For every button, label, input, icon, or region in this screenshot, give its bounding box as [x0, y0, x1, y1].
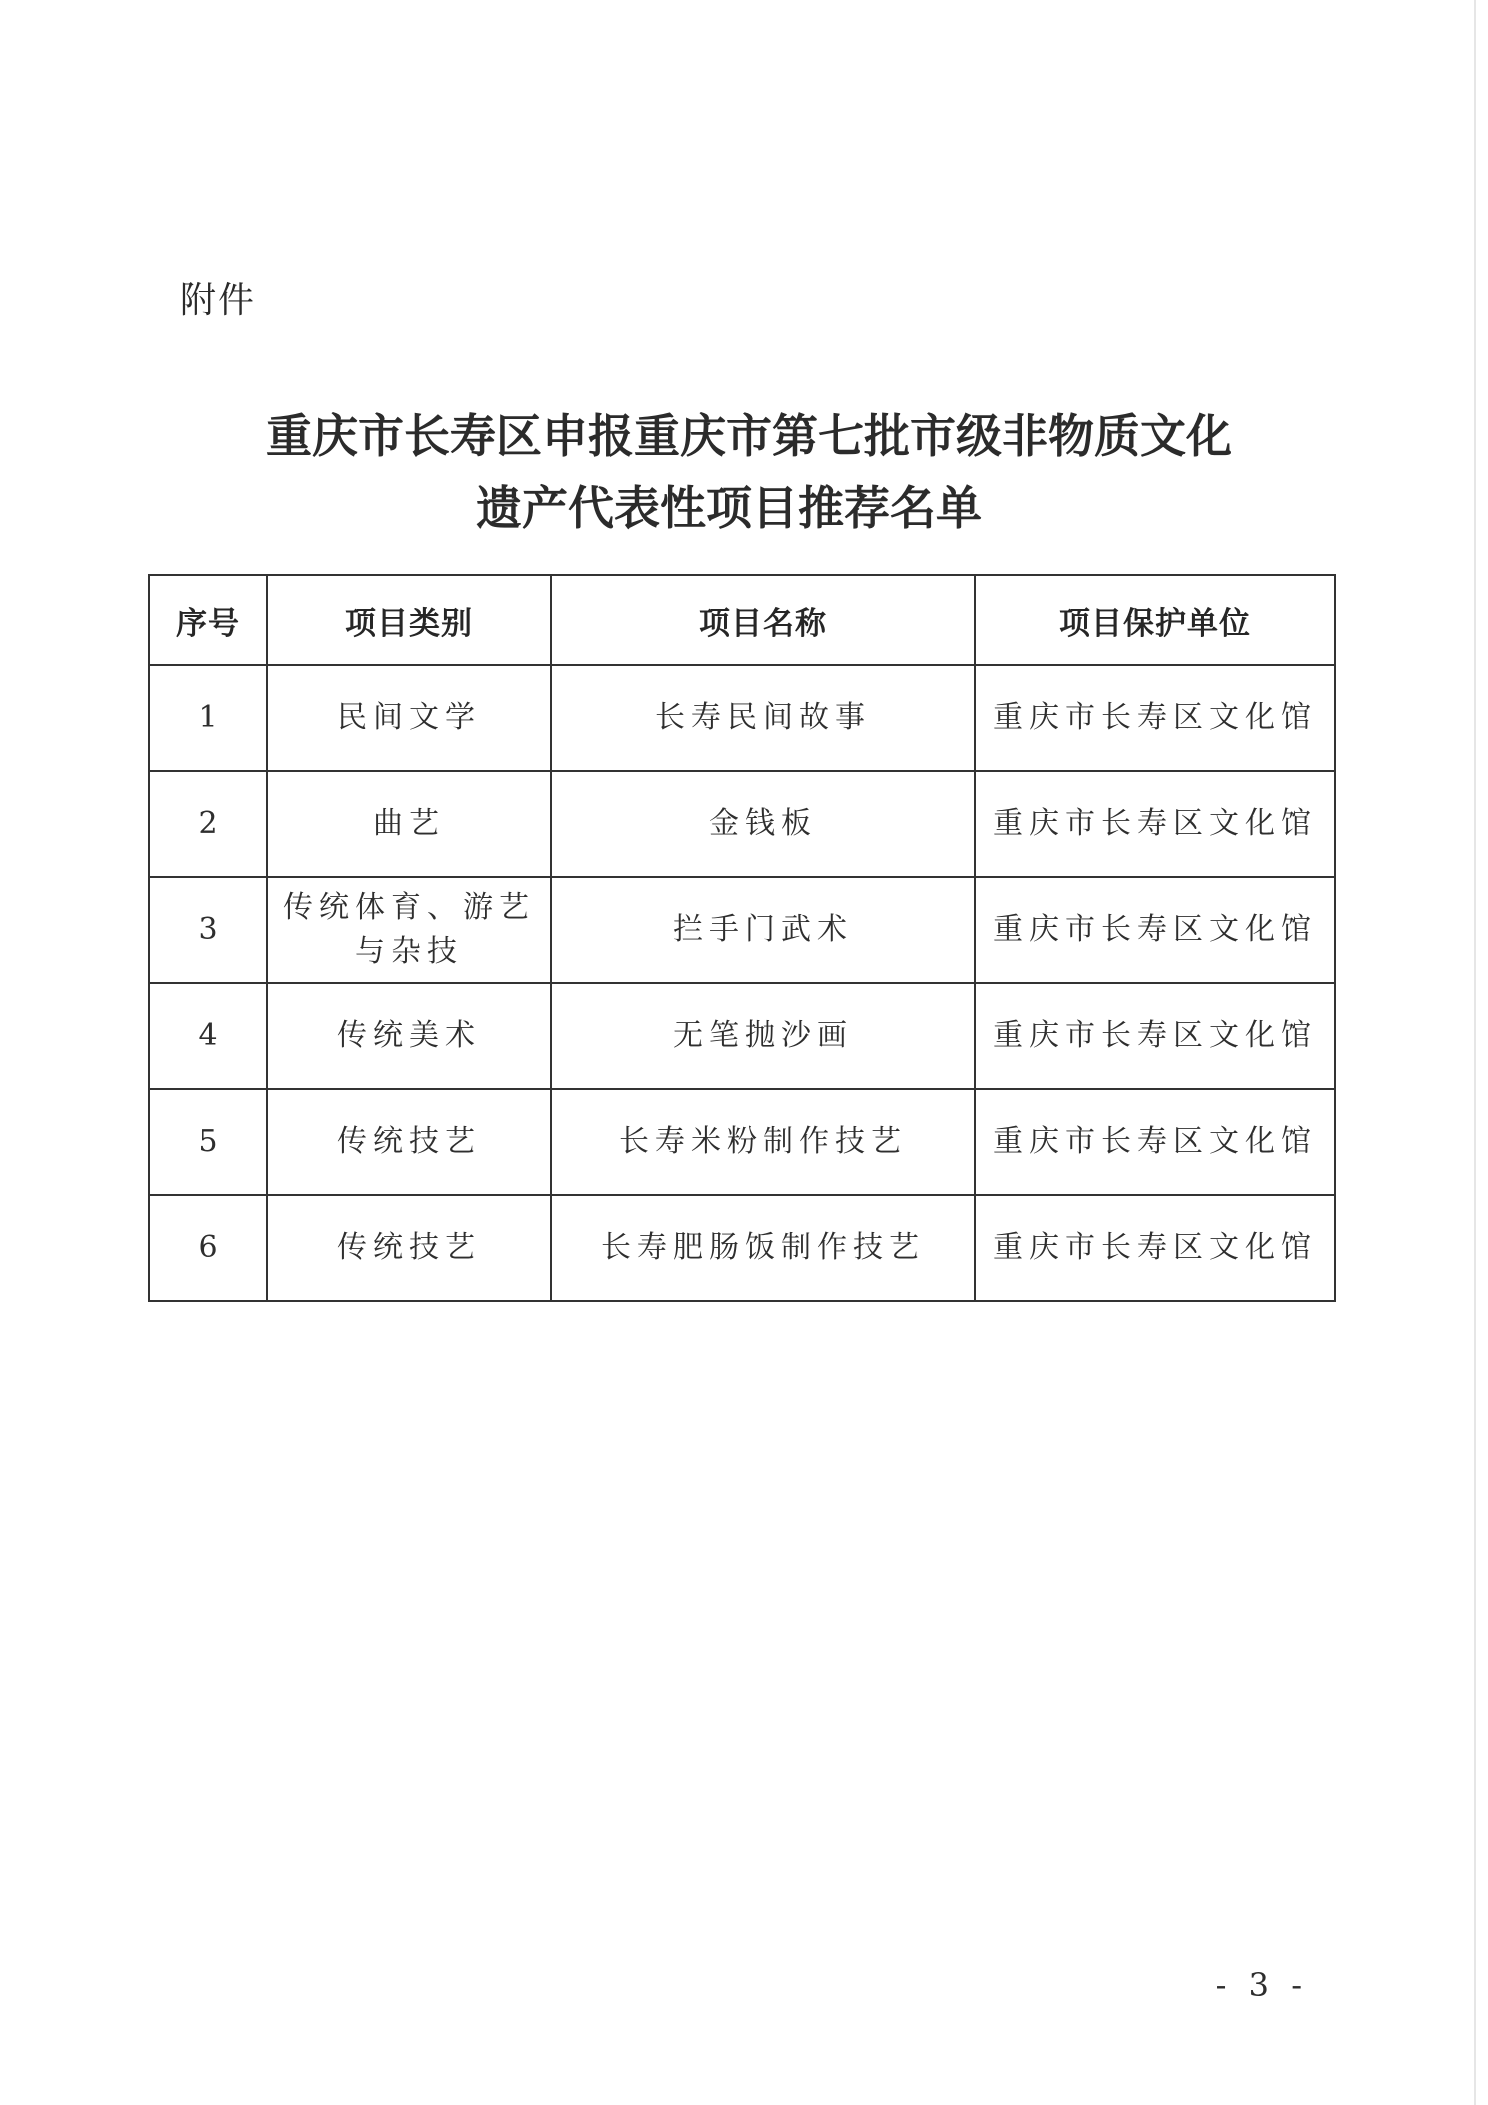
cell-unit: 重庆市长寿区文化馆 — [975, 771, 1335, 877]
cell-category: 民间文学 — [267, 665, 551, 771]
cell-category: 传统体育、游艺与杂技 — [267, 877, 551, 983]
header-seq: 序号 — [149, 575, 267, 665]
cell-unit: 重庆市长寿区文化馆 — [975, 877, 1335, 983]
table-row — [149, 1089, 1335, 1195]
table-row — [149, 665, 1335, 771]
cell-seq: 6 — [149, 1195, 267, 1301]
title-line-1: 重庆市长寿区申报重庆市第七批市级非物质文化 — [266, 409, 1232, 463]
header-name: 项目名称 — [551, 575, 975, 665]
cell-unit: 重庆市长寿区文化馆 — [975, 1089, 1335, 1195]
cell-name: 金钱板 — [551, 771, 975, 877]
cell-name: 拦手门武术 — [551, 877, 975, 983]
table-row — [149, 983, 1335, 1089]
document-title — [0, 400, 1488, 544]
cell-seq: 2 — [149, 771, 267, 877]
attachment-label: 附件 — [180, 280, 257, 321]
cell-category: 传统技艺 — [267, 1089, 551, 1195]
cell-name: 长寿肥肠饭制作技艺 — [551, 1195, 975, 1301]
cell-name: 长寿米粉制作技艺 — [551, 1089, 975, 1195]
table-row — [149, 771, 1335, 877]
page-edge-shadow — [1474, 0, 1476, 2105]
cell-unit: 重庆市长寿区文化馆 — [975, 665, 1335, 771]
header-category: 项目类别 — [267, 575, 551, 665]
cell-seq: 1 — [149, 665, 267, 771]
cell-category: 传统技艺 — [267, 1195, 551, 1301]
cell-seq: 3 — [149, 877, 267, 983]
table-header-row — [149, 575, 1335, 665]
header-unit: 项目保护单位 — [975, 575, 1335, 665]
table-row — [149, 1195, 1335, 1301]
cell-category: 传统美术 — [267, 983, 551, 1089]
title-line-2: 遗产代表性项目推荐名单 — [476, 481, 982, 535]
page-number: - 3 - — [1215, 1966, 1308, 2004]
cell-name: 长寿民间故事 — [551, 665, 975, 771]
cell-name: 无笔抛沙画 — [551, 983, 975, 1089]
table-row — [149, 877, 1335, 983]
cell-unit: 重庆市长寿区文化馆 — [975, 1195, 1335, 1301]
cell-unit: 重庆市长寿区文化馆 — [975, 983, 1335, 1089]
cell-category: 曲艺 — [267, 771, 551, 877]
cell-seq: 5 — [149, 1089, 267, 1195]
cell-seq: 4 — [149, 983, 267, 1089]
recommendation-table — [148, 574, 1336, 1302]
